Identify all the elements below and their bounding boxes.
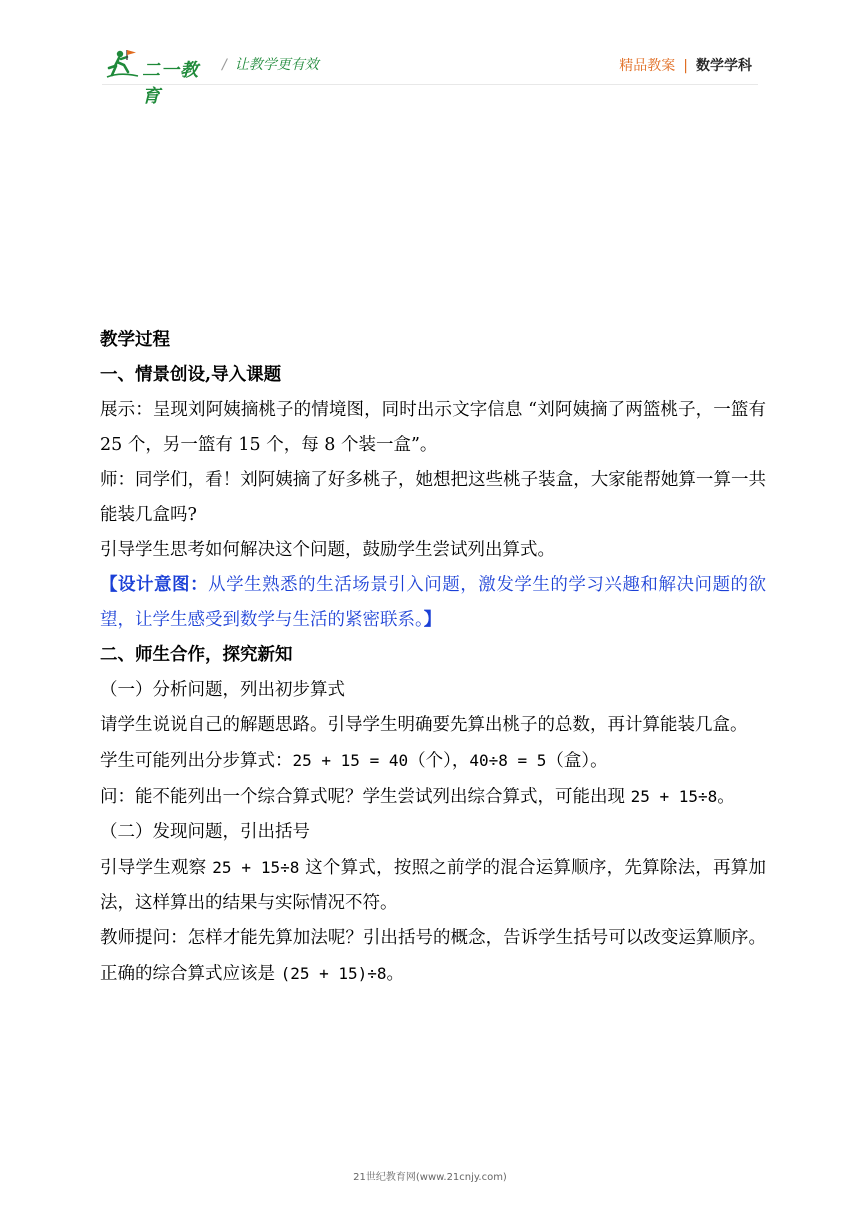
intent-open-bracket: 【 [100,575,119,595]
intent-close-bracket: 】 [423,610,442,630]
paragraph-step-formula [100,743,766,779]
brand-logo[interactable] [106,48,216,107]
question-end: 。 [717,787,735,807]
category-label: 精品教案 [619,58,676,74]
document-body [100,323,766,992]
slogan-separator: / [222,57,227,73]
paragraph-ideas: 请学生说说自己的解题思路。引导学生明确要先算出桃子的总数，再计算能装几盒。 [100,715,748,735]
logo-text: 二一教育 [142,60,199,107]
section-title-1: 一、情景创设,导入课题 [100,365,282,385]
formula-divide: 40÷8 = 5 [469,751,547,770]
formula-correct: (25 + 15)÷8 [280,964,387,983]
header-rule [102,84,758,85]
intent-label: 设计意图： [118,575,209,595]
observe-lead: 引导学生观察 [100,858,213,878]
formula-wrong: 25 + 15÷8 [630,787,718,806]
header-category [619,55,752,75]
slogan-text: 让教学更有效 [234,57,319,73]
header-divider: | [683,58,688,74]
paragraph-observe [100,850,766,921]
formula-sum: 25 + 15 = 40 [292,751,409,770]
page-footer[interactable]: 21世纪教育网(www.21cnjy.com) [353,1172,507,1183]
section-heading: 教学过程 [100,330,170,350]
subsection-title-1: （一）分析问题，列出初步算式 [100,680,345,700]
intent-text: 从学生熟悉的生活场景引入问题，激发学生的学习兴趣和解决问题的欲望，让学生感受到数学与生活的紧密联系。 [100,575,767,630]
running-person-flag-icon [106,48,140,80]
unit-pieces: （个）， [408,751,470,771]
paragraph-guide: 引导学生思考如何解决这个问题，鼓励学生尝试列出算式。 [100,540,555,560]
question-text: 问：能不能列出一个综合算式呢？学生尝试列出综合算式，可能出现 [100,787,631,807]
paragraph-brackets [100,921,766,992]
formula-observe: 25 + 15÷8 [212,858,300,877]
section-title-2: 二、师生合作，探究新知 [100,645,293,665]
subject-label: 数学学科 [696,58,752,74]
step-formula-lead: 学生可能列出分步算式： [100,751,293,771]
unit-boxes: （盒）。 [546,751,608,771]
paragraph-teacher: 师：同学们，看！刘阿姨摘了好多桃子，她想把这些桃子装盒，大家能帮她算一算一共能装几盒吗? [100,470,766,525]
page-header [0,0,860,107]
observe-text: 这个算式，按照之前学的混合运算顺序，先算除法，再算加法，这样算出的结果与实际情况不符。 [100,858,767,913]
slogan [222,54,319,74]
design-intent [100,568,766,638]
paragraph-show: 展示：呈现刘阿姨摘桃子的情境图，同时出示文字信息 “刘阿姨摘了两篮桃子，一篮有 25 个，另一篮有 15 个，每 8 个装一盒”。 [100,400,766,455]
brackets-text: 教师提问：怎样才能先算加法呢？引出括号的概念，告诉学生括号可以改变运算顺序。正确的综合算式应该是 [100,928,766,984]
paragraph-question [100,779,766,815]
brackets-end: 。 [386,964,405,984]
subsection-title-2: （二）发现问题，引出括号 [100,822,310,842]
